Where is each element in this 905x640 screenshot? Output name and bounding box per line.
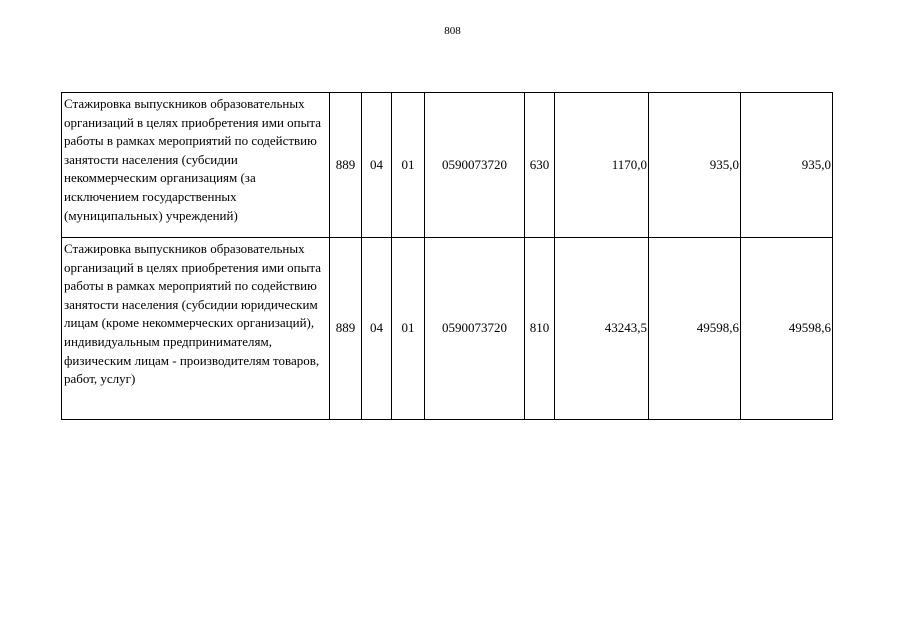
- amount-1: 1170,0: [555, 93, 649, 238]
- page-number: 808: [444, 25, 461, 37]
- amount-3: 935,0: [741, 93, 833, 238]
- expense-type-code: 630: [525, 93, 555, 238]
- subsection-code: 01: [392, 238, 425, 420]
- expense-type-code: 810: [525, 238, 555, 420]
- table-row: [62, 238, 833, 420]
- section-code: 04: [362, 93, 392, 238]
- amount-2: 935,0: [649, 93, 741, 238]
- amount-2: 49598,6: [649, 238, 741, 420]
- subsection-code: 01: [392, 93, 425, 238]
- target-article-code: 0590073720: [425, 238, 525, 420]
- row-description: Стажировка выпускников образовательных организаций в целях приобретения ими опыта работы в рамках мероприятий по содействию занятости населения (субсидии юридическим лицам (кроме некоммерческих организаций), индивидуальным предпринимателям, физическим лицам - производителям товаров, работ, услуг): [62, 238, 330, 420]
- budget-table: [61, 92, 833, 420]
- ministry-code: 889: [330, 238, 362, 420]
- amount-3: 49598,6: [741, 238, 833, 420]
- section-code: 04: [362, 238, 392, 420]
- target-article-code: 0590073720: [425, 93, 525, 238]
- ministry-code: 889: [330, 93, 362, 238]
- row-description: Стажировка выпускников образовательных организаций в целях приобретения ими опыта работы в рамках мероприятий по содействию занятости населения (субсидии некоммерческим организациям (за исключением государственных (муниципальных) учреждений): [62, 93, 330, 238]
- amount-1: 43243,5: [555, 238, 649, 420]
- table-row: [62, 93, 833, 238]
